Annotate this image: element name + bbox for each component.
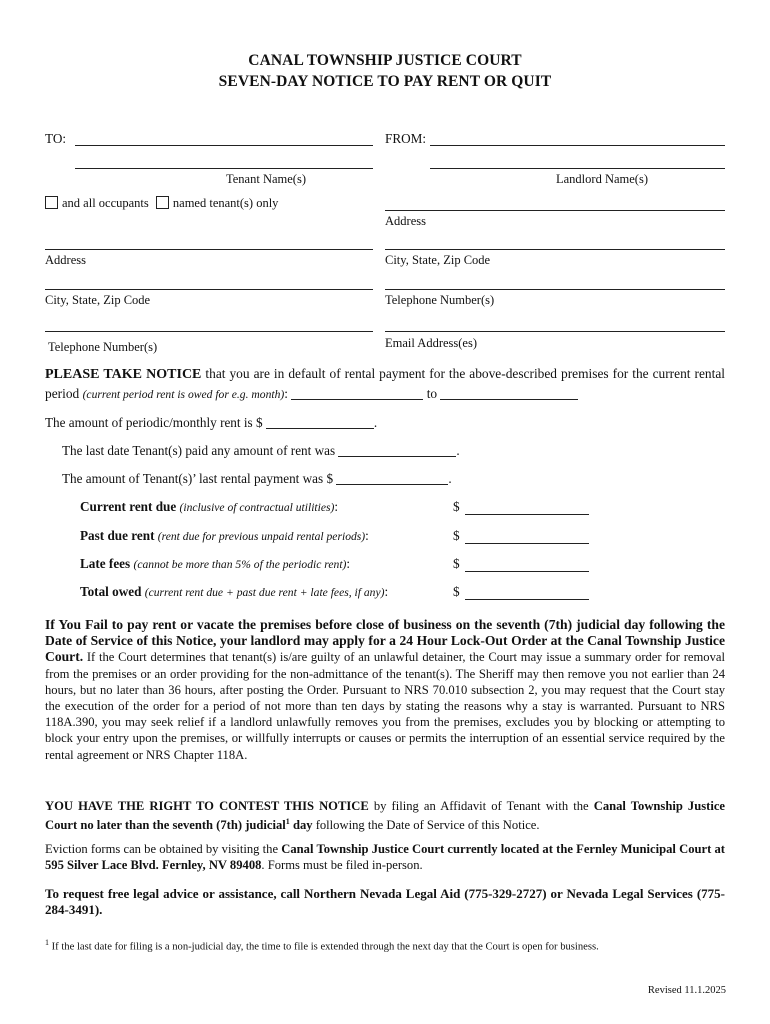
- current-rent-field[interactable]: [465, 514, 589, 515]
- from-line-2[interactable]: [430, 168, 725, 169]
- footnote-text: If the last date for filing is a non-judicial day, the time to file is extended through the next day that the Court is open for business.: [49, 941, 599, 953]
- notice-text: that you are in default of rental payment for the above-described premises for the current rental period: [45, 366, 725, 401]
- rent-row-note: (current rent due + past due rent + late fees, if any): [144, 586, 385, 599]
- named-tenants-label: named tenant(s) only: [172, 196, 279, 210]
- contest-text-1: by filing an Affidavit of Tenant with the: [368, 799, 594, 813]
- rent-row-dollar: $: [453, 528, 460, 543]
- late-fees-field[interactable]: [465, 571, 589, 572]
- tenant-city-line[interactable]: [45, 289, 373, 290]
- landlord-phone-label: Telephone Number(s): [385, 293, 495, 307]
- eviction-text-2: . Forms must be filed in-person.: [261, 858, 423, 873]
- please-take-notice: PLEASE TAKE NOTICE: [45, 367, 202, 382]
- notice-paragraph: [45, 364, 725, 404]
- tenant-address-line[interactable]: [45, 249, 373, 250]
- rent-row-dollar: $: [453, 584, 460, 599]
- footnote-mark: 1: [45, 938, 49, 947]
- warning-bold-lead: If You Fail to pay rent or vacate the premises before close of business on the seventh (7th) judicial day following the Date of Service of this Notice, your landlord may apply for a 24 Hour Lock-Out Order at the Canal Township Justice Court.: [45, 617, 725, 665]
- tenant-city-label: City, State, Zip Code: [45, 293, 151, 307]
- contest-bold-2: Canal Township Justice Court no later than the seventh (7th) judicial: [45, 799, 726, 833]
- tenant-names-label: Tenant Name(s): [226, 172, 306, 186]
- tenant-address-label: Address: [45, 253, 86, 267]
- rent-row-late-fees: Late fees (cannot be more than 5% of the periodic rent):: [80, 556, 351, 571]
- periodic-rent-field[interactable]: [266, 415, 374, 429]
- landlord-city-label: City, State, Zip Code: [385, 253, 491, 267]
- rent-row-label: Late fees: [80, 556, 131, 571]
- contest-bold-3: day: [289, 818, 313, 833]
- named-tenants-checkbox[interactable]: [156, 196, 169, 209]
- last-date-label: The last date Tenant(s) paid any amount of rent was: [62, 443, 336, 458]
- legal-aid-paragraph: To request free legal advice or assistance, call Northern Nevada Legal Aid (775-329-2727) or Nevada Legal Services (775-284-3491).: [45, 886, 725, 918]
- last-payment-field[interactable]: [336, 471, 448, 485]
- to-line-2[interactable]: [75, 168, 373, 169]
- past-due-field[interactable]: [465, 543, 589, 544]
- all-occupants-label: and all occupants: [62, 196, 149, 210]
- from-label: FROM:: [385, 131, 427, 146]
- footnote-ref: 1: [285, 817, 290, 827]
- revised-date: Revised 11.1.2025: [647, 985, 726, 996]
- all-occupants-checkbox[interactable]: [45, 196, 58, 209]
- landlord-email-label: Email Address(es): [385, 336, 477, 350]
- rent-row-dollar: $: [453, 556, 460, 571]
- periodic-rent-row: The amount of periodic/monthly rent is $ .: [45, 415, 378, 430]
- last-date-field[interactable]: [338, 443, 456, 457]
- landlord-email-line[interactable]: [385, 331, 725, 332]
- to-word: to: [426, 386, 438, 401]
- to-label: TO:: [45, 131, 67, 146]
- notice-italic: (current period rent is owed for e.g. month): [82, 388, 285, 401]
- contest-paragraph: [45, 798, 725, 834]
- to-line-1[interactable]: [75, 145, 373, 146]
- landlord-address-line[interactable]: [385, 210, 725, 211]
- document-subtitle: SEVEN-DAY NOTICE TO PAY RENT OR QUIT: [218, 73, 552, 90]
- document-title: CANAL TOWNSHIP JUSTICE COURT: [248, 52, 522, 69]
- eviction-location: Canal Township Justice Court currently located at the Fernley Municipal Court at 595 Silver Lace Blvd. Fernley, NV 89408: [45, 842, 726, 873]
- landlord-city-line[interactable]: [385, 249, 725, 250]
- rent-row-note: (inclusive of contractual utilities): [179, 501, 335, 514]
- total-owed-field[interactable]: [465, 599, 589, 600]
- contest-text-2: following the Date of Service of this Notice.: [312, 818, 540, 833]
- notice-colon: :: [284, 386, 288, 401]
- from-line-1[interactable]: [430, 145, 725, 146]
- last-payment-label: The amount of Tenant(s)’ last rental payment was $: [62, 471, 334, 486]
- period-start-field[interactable]: [291, 386, 423, 400]
- eviction-text-1: Eviction forms can be obtained by visiting the: [45, 842, 282, 856]
- rent-row-dollar: $: [453, 499, 460, 514]
- rent-row-past-due: Past due rent (rent due for previous unpaid rental periods):: [80, 528, 369, 543]
- period-end-field[interactable]: [440, 386, 578, 400]
- landlord-names-label: Landlord Name(s): [556, 172, 648, 186]
- rent-row-note: (cannot be more than 5% of the periodic rent): [133, 558, 347, 571]
- warning-body: If the Court determines that tenant(s) is/are guilty of an unlawful detainer, the Court may issue a summary order for removal from the premises or an order providing for the non-admittance of the tenant(s). The Sheriff may then remove you not earlier than 24 hours, but no later than 36 hours, after posting the Order. Pursuant to NRS 70.010 subsection 2, you may request that the Court stay the execution of the order for a period of not more than ten days by stating the reasons why a stay is warranted. Pursuant to NRS 118A.390, you may seek relief if a landlord unlawfully removes you from the premises, excludes you by blocking or attempting to block your entry upon the premises, or willfully interrupts or causes or permits the interruption of an essential service required by the rental agreement or NRS Chapter 118A.: [45, 650, 725, 762]
- landlord-phone-line[interactable]: [385, 289, 725, 290]
- periodic-rent-label: The amount of periodic/monthly rent is $: [45, 415, 263, 430]
- last-payment-row: The amount of Tenant(s)’ last rental payment was $ .: [62, 471, 452, 486]
- tenant-phone-label: Telephone Number(s): [48, 340, 158, 354]
- rent-row-total: Total owed (current rent due + past due rent + late fees, if any):: [80, 584, 389, 599]
- last-date-row: The last date Tenant(s) paid any amount of rent was .: [62, 443, 460, 458]
- footnote: [45, 935, 725, 956]
- rent-row-current: Current rent due (inclusive of contractual utilities):: [80, 499, 339, 514]
- rent-row-label: Past due rent: [80, 528, 155, 543]
- tenant-phone-line[interactable]: [45, 331, 373, 332]
- rent-row-label: Total owed: [80, 584, 142, 599]
- rent-row-note: (rent due for previous unpaid rental periods): [157, 530, 366, 543]
- occupant-options: [45, 196, 278, 211]
- landlord-address-label: Address: [385, 214, 426, 228]
- warning-paragraph: [45, 617, 725, 763]
- eviction-paragraph: [45, 841, 725, 873]
- contest-bold-1: YOU HAVE THE RIGHT TO CONTEST THIS NOTICE: [45, 799, 369, 813]
- rent-row-label: Current rent due: [80, 499, 177, 514]
